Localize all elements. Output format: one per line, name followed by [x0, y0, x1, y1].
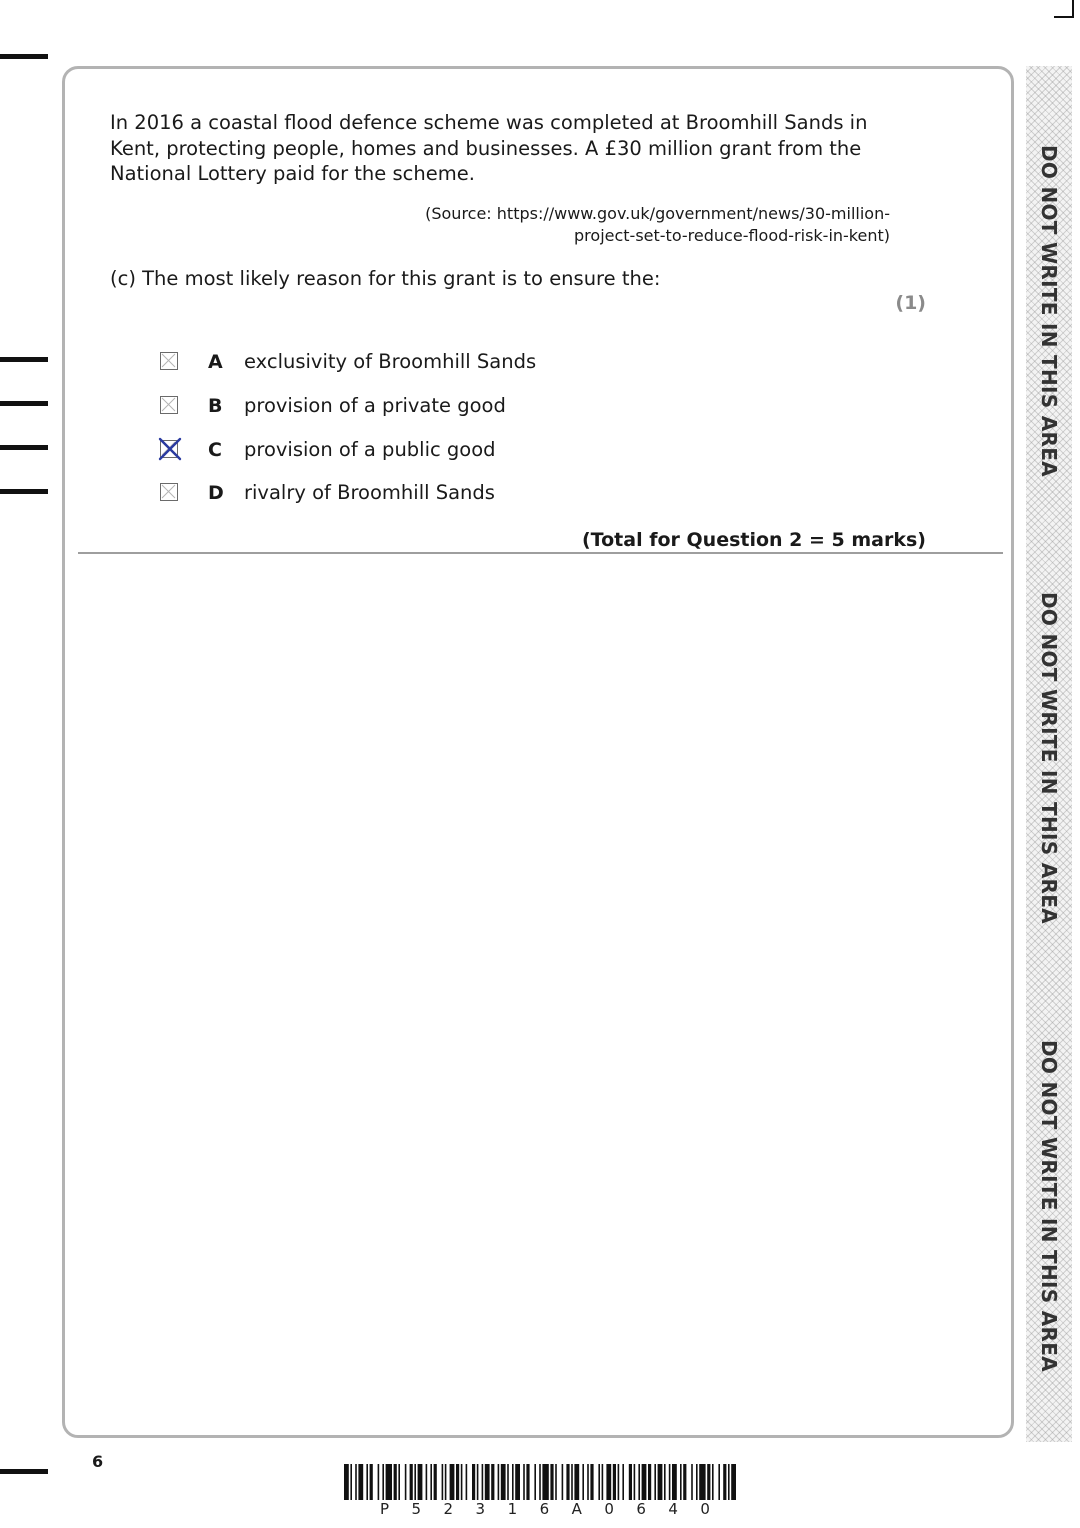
- barcode-char: 2: [443, 1500, 454, 1518]
- barcode-char: 5: [411, 1500, 422, 1518]
- cross-mark-icon: [158, 437, 182, 461]
- source-line: (Source: https://www.gov.uk/government/news/30-million-: [425, 204, 890, 223]
- checkbox-icon[interactable]: [160, 483, 178, 501]
- barcode-char: 3: [475, 1500, 486, 1518]
- barcode-char: 0: [604, 1500, 614, 1518]
- option-text: exclusivity of Broomhill Sands: [244, 350, 537, 373]
- marks-label: (1): [895, 292, 926, 314]
- barcode-char: P: [380, 1500, 390, 1518]
- option-letter: C: [208, 439, 222, 461]
- checkbox-icon[interactable]: [160, 396, 178, 414]
- barcode-char: 0: [700, 1500, 710, 1518]
- question-prompt: (c) The most likely reason for this grant is to ensure the:: [110, 267, 661, 290]
- edge-mark: [0, 1469, 48, 1474]
- edge-mark: [0, 401, 48, 406]
- side-notice: DO NOT WRITE IN THIS AREA: [1037, 145, 1061, 477]
- option-text: provision of a private good: [244, 394, 506, 417]
- option-text: rivalry of Broomhill Sands: [244, 481, 495, 504]
- side-notice: DO NOT WRITE IN THIS AREA: [1037, 592, 1061, 924]
- source-citation: [380, 203, 890, 247]
- edge-mark: [0, 445, 48, 450]
- barcode-icon: [344, 1464, 736, 1502]
- barcode-char: 1: [507, 1500, 518, 1518]
- source-line: project-set-to-reduce-flood-risk-in-kent): [574, 226, 890, 245]
- barcode-text: [380, 1500, 710, 1518]
- barcode-char: 6: [636, 1500, 646, 1518]
- checkbox-icon[interactable]: [160, 352, 178, 370]
- barcode-char: 4: [668, 1500, 678, 1518]
- option-letter: A: [208, 351, 223, 373]
- edge-mark: [0, 54, 48, 59]
- page-number: 6: [92, 1452, 104, 1471]
- option-text: provision of a public good: [244, 438, 496, 461]
- side-notice: DO NOT WRITE IN THIS AREA: [1037, 1040, 1061, 1372]
- barcode-char: A: [571, 1500, 582, 1518]
- question-total: (Total for Question 2 = 5 marks): [582, 529, 926, 551]
- option-letter: B: [208, 395, 223, 417]
- option-letter: D: [208, 482, 224, 504]
- question-passage: In 2016 a coastal flood defence scheme was completed at Broomhill Sands in Kent, protecting people, homes and businesses. A £30 million grant from the National Lottery paid for the scheme.: [110, 111, 868, 185]
- divider: [78, 552, 1003, 554]
- barcode-char: 6: [539, 1500, 550, 1518]
- corner-mark: [1054, 16, 1074, 18]
- edge-mark: [0, 357, 48, 362]
- edge-mark: [0, 489, 48, 494]
